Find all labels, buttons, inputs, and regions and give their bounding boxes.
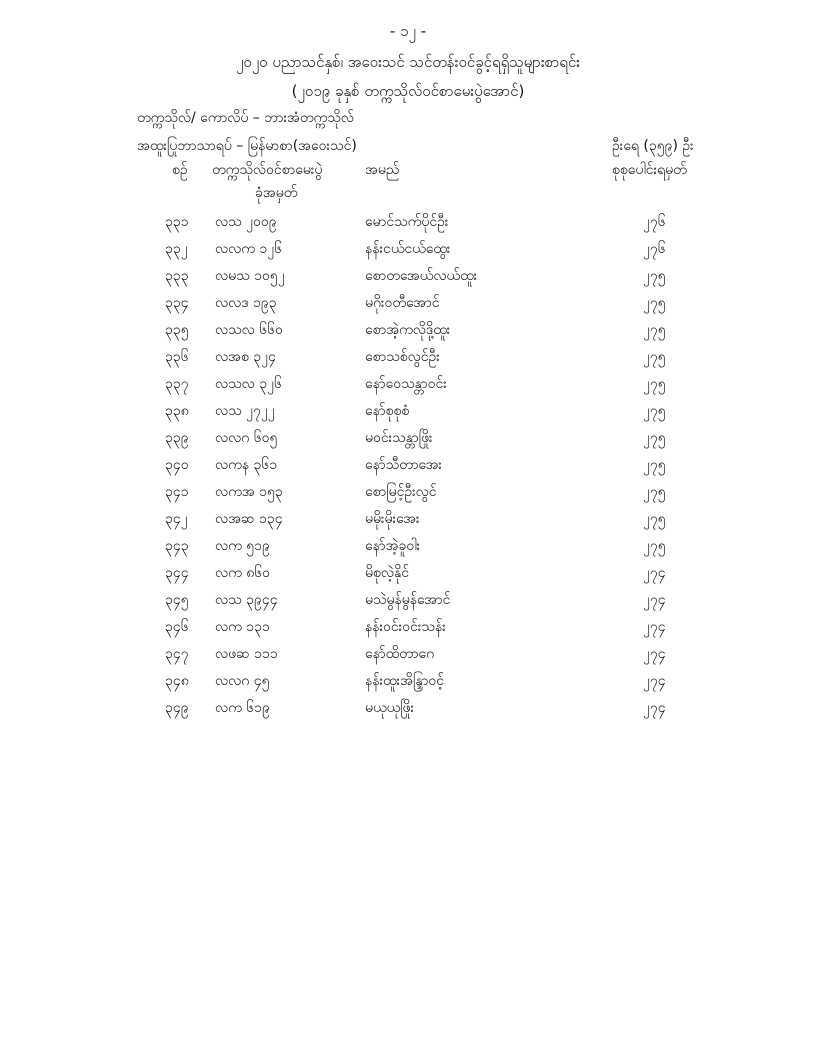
- row-marks: ၂၇၅: [643, 349, 666, 365]
- row-roll: လသလ ၃၂၆: [215, 376, 282, 392]
- row-no: ၃၃၉: [165, 430, 189, 446]
- document-subtitle: (၂၀၁၉ ခုနှစ် တက္ကသိုလ်ဝင်စာမေးပွဲအောင်): [291, 82, 525, 100]
- table-row: [0, 476, 816, 503]
- row-marks: ၂၇၅: [643, 268, 666, 284]
- row-marks: ၂၇၅: [643, 403, 666, 419]
- row-marks: ၂၇၆: [643, 241, 666, 257]
- row-no: ၃၄၇: [165, 646, 189, 662]
- row-name: နော်ဝေသန္တာဝင်း: [365, 376, 447, 392]
- row-roll: လလဂ ၆၀၅: [215, 430, 278, 446]
- row-marks: ၂၇၅: [643, 430, 666, 446]
- row-marks: ၂၇၄: [643, 619, 666, 635]
- row-name: စောမြင့်ဦးလွင်: [365, 484, 437, 500]
- row-no: ၃၃၃: [165, 268, 189, 284]
- row-marks: ၂၇၅: [643, 484, 666, 500]
- row-roll: လသ ၃၉၄၄: [215, 592, 278, 608]
- row-no: ၃၄၃: [165, 538, 189, 554]
- row-marks: ၂၇၄: [643, 565, 666, 581]
- row-name: နော်အဲ့ခူဝါး: [365, 538, 421, 554]
- row-roll: လကအ ၁၅၃: [215, 484, 283, 500]
- row-marks: ၂၇၄: [643, 673, 666, 689]
- table-row: [0, 206, 816, 233]
- row-roll: လလဂ ၄၅: [215, 673, 270, 689]
- row-name: မဝင်းသန္တာဖြိုး: [365, 430, 433, 446]
- row-roll: လသလ ၆၆၀: [215, 322, 283, 338]
- table-row: [0, 368, 816, 395]
- row-name: နော်သီတာအေး: [365, 457, 442, 473]
- row-no: ၃၄၁: [165, 484, 189, 500]
- row-no: ၃၄၄: [165, 565, 189, 581]
- table-row: [0, 422, 816, 449]
- table-row: [0, 584, 816, 611]
- row-roll: လမသ ၁၀၅၂: [215, 268, 285, 284]
- table-row: [0, 503, 816, 530]
- row-roll: လအဆ ၁၃၄: [215, 511, 283, 527]
- row-no: ၃၃၈: [165, 403, 189, 419]
- university-line: တက္ကသိုလ်/ ကောလိပ် – ဘားအံတက္ကသိုလ်: [137, 110, 354, 126]
- row-marks: ၂၇၆: [643, 214, 666, 230]
- row-roll: လက ၁၃၁: [215, 619, 270, 635]
- row-marks: ၂၇၄: [643, 592, 666, 608]
- table-row: [0, 638, 816, 665]
- row-name: မမိုးမိုးအေး: [365, 511, 420, 527]
- row-marks: ၂၇၅: [643, 376, 666, 392]
- table-row: [0, 665, 816, 692]
- row-name: နော်ထိတာဂေ: [365, 646, 435, 662]
- row-name: မဂိုးဝတီအောင်: [365, 295, 440, 311]
- table-row: [0, 611, 816, 638]
- table-row: [0, 449, 816, 476]
- table-row: [0, 314, 816, 341]
- table-row: [0, 692, 816, 719]
- row-name: နန်းဝင်းဝင်းသန်း: [365, 619, 446, 635]
- row-roll: လသ ၂၇၂၂: [215, 403, 275, 419]
- table-row: [0, 341, 816, 368]
- column-header-name: အမည်: [365, 162, 400, 178]
- major-line: အထူးပြုဘာသာရပ် – မြန်မာစာ(အဝေးသင်): [137, 138, 357, 154]
- row-roll: လလဒ ၁၉၃: [215, 295, 277, 311]
- table-row: [0, 260, 816, 287]
- row-marks: ၂၇၄: [643, 700, 666, 716]
- row-roll: လလက ၁၂၆: [215, 241, 283, 257]
- column-header-marks: စုစုပေါင်းရမှတ်: [612, 162, 687, 178]
- row-name: မယုယုဖြိုး: [365, 700, 415, 716]
- row-roll: လက ၈၆၀: [215, 565, 271, 581]
- table-body: [0, 206, 816, 719]
- row-marks: ၂၇၄: [643, 646, 666, 662]
- row-roll: လကန ၃၆၁: [215, 457, 278, 473]
- row-name: နော်စုစုစံ: [365, 403, 410, 419]
- row-name: နန်းထူးအိန္ဒြာဝင့်: [365, 673, 444, 689]
- table-row: [0, 233, 816, 260]
- row-name: စောအဲ့ကလိုဒို့ထူး: [365, 322, 451, 338]
- row-roll: လဖဆ ၁၁၁: [215, 646, 278, 662]
- column-header-roll-line2: ခုံအမှတ်: [255, 185, 298, 201]
- row-no: ၃၄၅: [165, 592, 189, 608]
- table-row: [0, 287, 816, 314]
- row-marks: ၂၇၅: [643, 457, 666, 473]
- row-no: ၃၄၆: [165, 619, 189, 635]
- row-marks: ၂၇၅: [643, 538, 666, 554]
- row-name: မိစုလဲ့နိုင်: [365, 565, 409, 581]
- row-roll: လက ၅၁၉: [215, 538, 270, 554]
- row-no: ၃၃၁: [165, 214, 189, 230]
- table-row: [0, 557, 816, 584]
- row-name: စောသစ်လွင်ဦး: [365, 349, 440, 365]
- row-name: နန်းငယ်ငယ်ထွေး: [365, 241, 451, 257]
- column-header-roll: တက္ကသိုလ်ဝင်စာမေးပွဲ: [212, 162, 323, 178]
- row-no: ၃၄၉: [165, 700, 189, 716]
- row-no: ၃၃၆: [165, 349, 189, 365]
- row-no: ၃၃၄: [165, 295, 189, 311]
- row-roll: လသ ၂၀၀၉: [215, 214, 277, 230]
- column-header-no: စဉ်: [172, 162, 188, 178]
- row-marks: ၂၇၅: [643, 511, 666, 527]
- table-row: [0, 395, 816, 422]
- row-name: မသဲမွန်မွန်အောင်: [365, 592, 451, 608]
- row-marks: ၂၇၅: [643, 295, 666, 311]
- row-no: ၃၃၂: [165, 241, 188, 257]
- row-name: စောတအေယ်လယ်ထူး: [365, 268, 478, 284]
- row-no: ၃၄၈: [165, 673, 189, 689]
- row-roll: လအစ ၃၂၄: [215, 349, 276, 365]
- row-no: ၃၄၂: [165, 511, 188, 527]
- row-no: ၃၃၅: [165, 322, 189, 338]
- page-number: - ၁၂ -: [389, 22, 427, 40]
- row-no: ၃၄၀: [165, 457, 189, 473]
- row-name: မောင်သက်ပိုင်ဦး: [365, 214, 449, 230]
- row-marks: ၂၇၅: [643, 322, 666, 338]
- row-no: ၃၃၇: [165, 376, 189, 392]
- document-title: ၂၀၂၀ ပညာသင်နှစ်၊ အဝေးသင် သင်တန်းဝင်ခွင့်ရရှိသူများစာရင်း: [236, 53, 580, 71]
- quota-line: ဦးရေ (၃၅၉) ဦး: [612, 138, 694, 154]
- table-row: [0, 530, 816, 557]
- row-roll: လက ၆၁၉: [215, 700, 270, 716]
